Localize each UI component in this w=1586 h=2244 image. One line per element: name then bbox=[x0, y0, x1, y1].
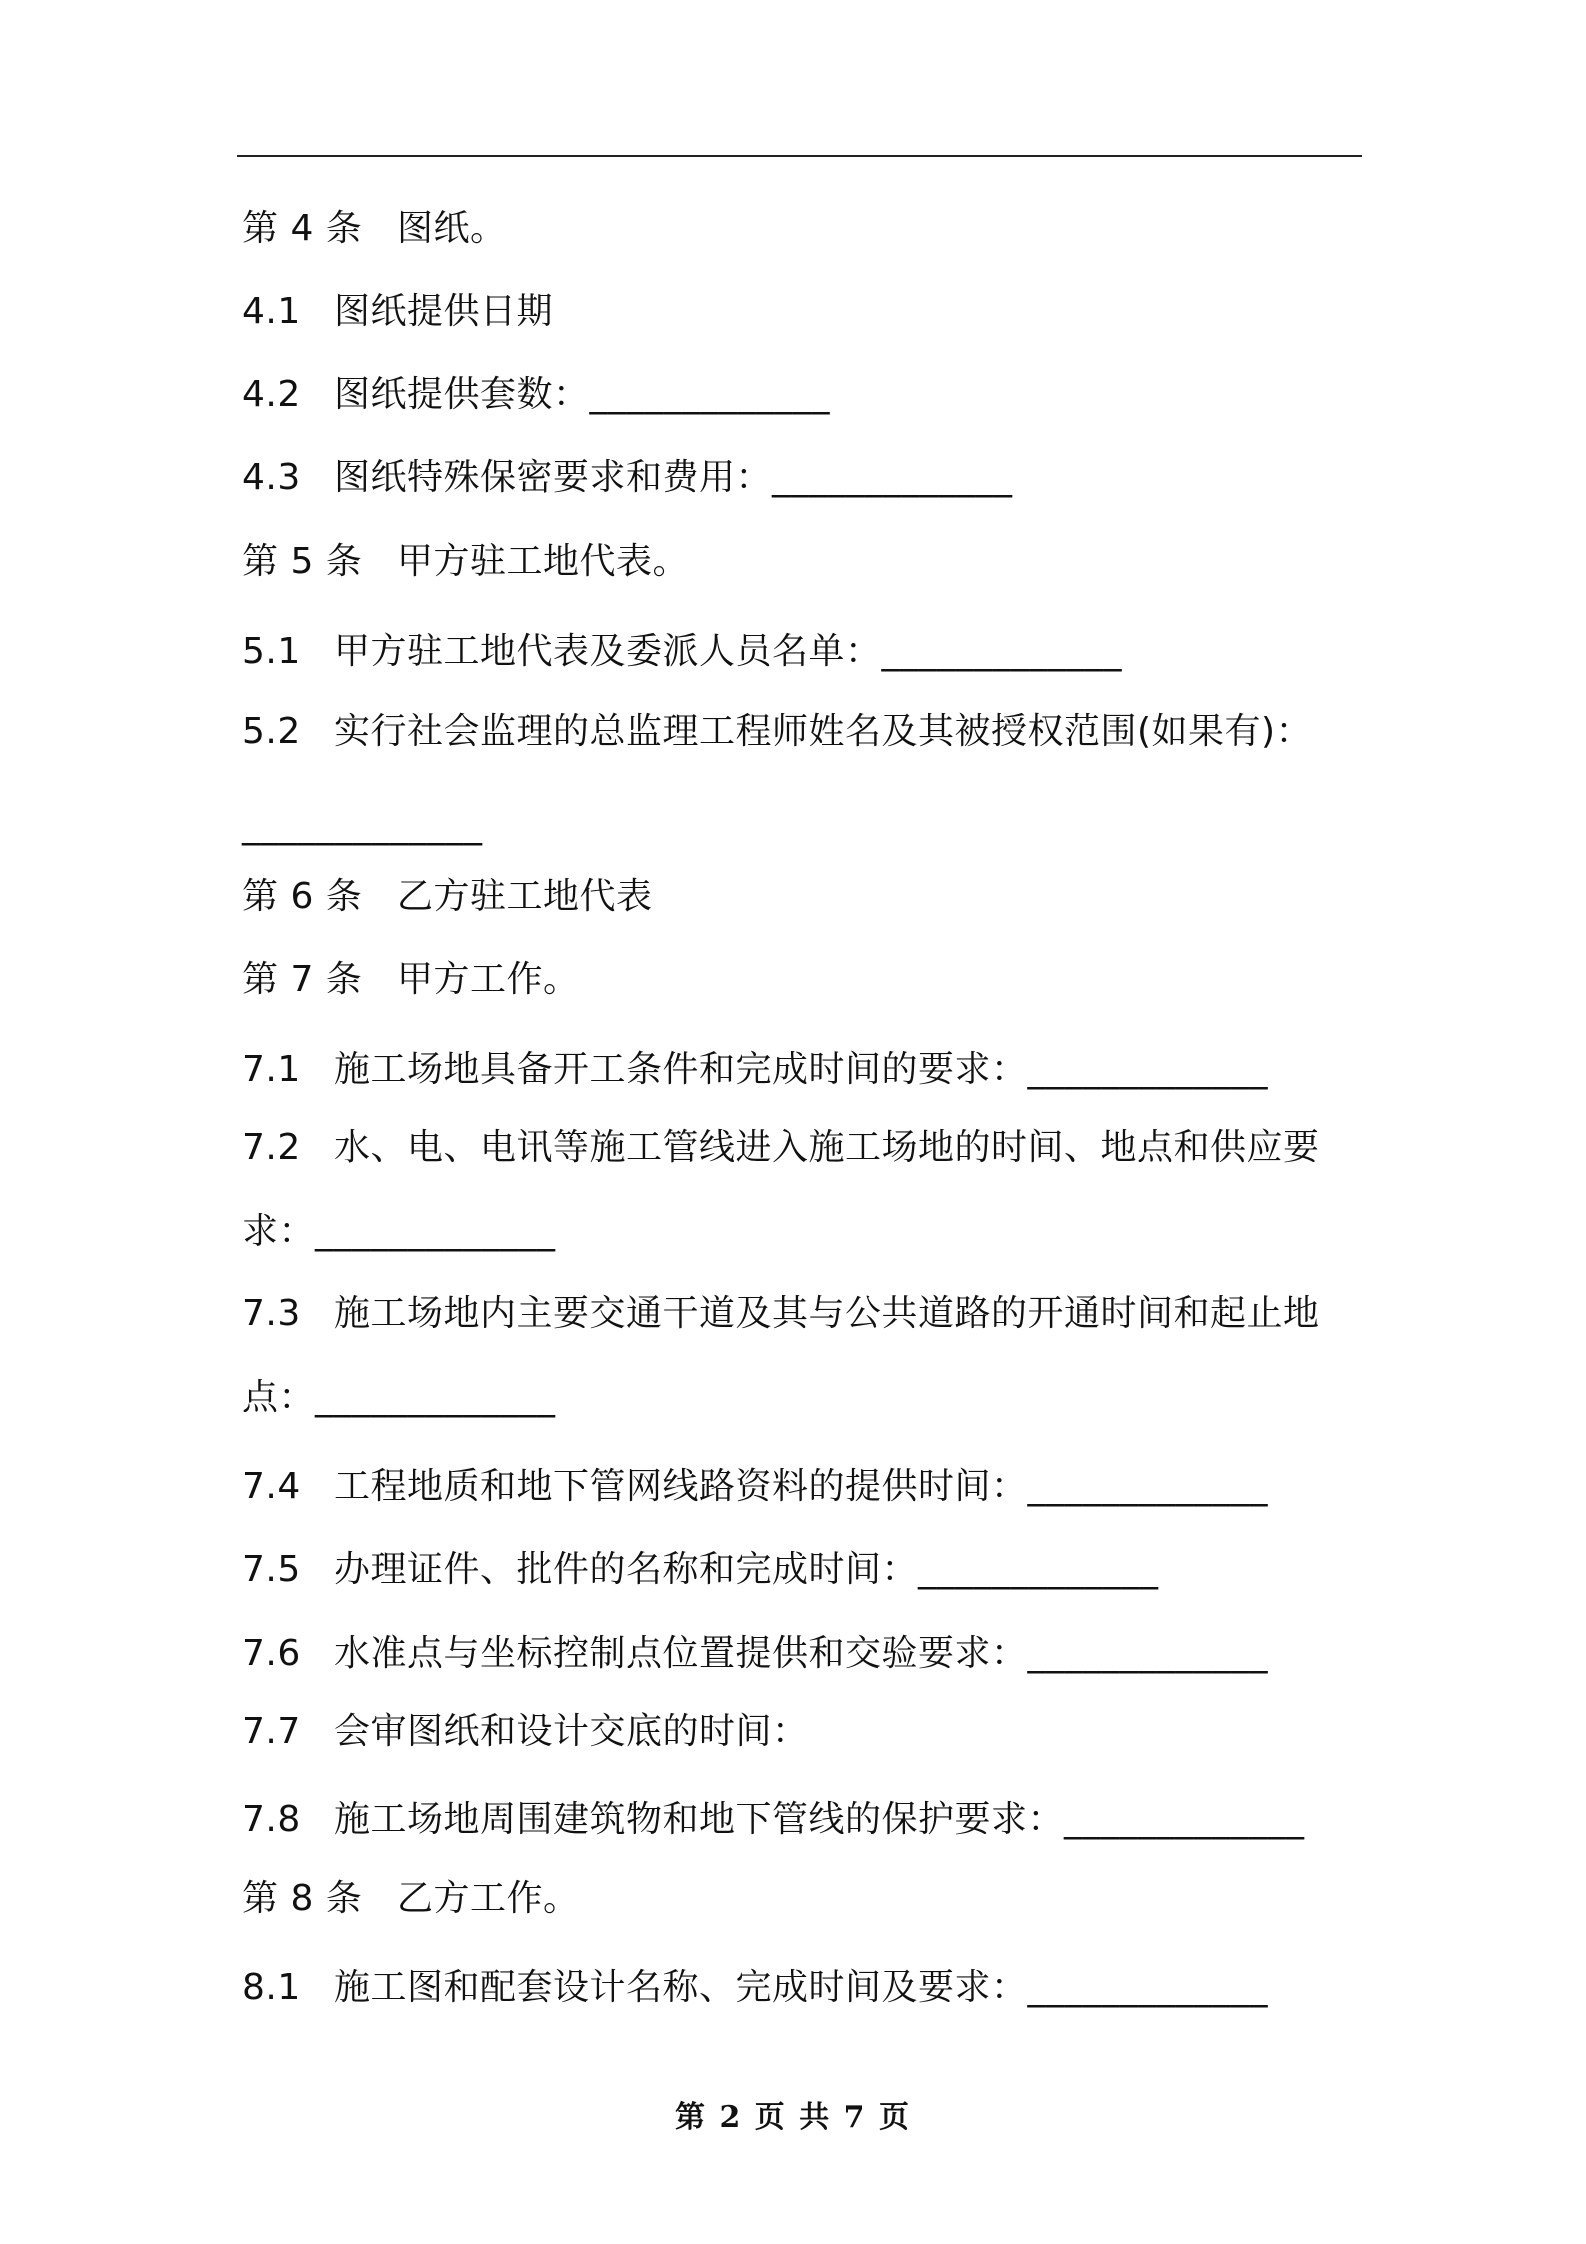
clause-7-3 bbox=[242, 1292, 1320, 1336]
clause-number: 4.2 bbox=[242, 374, 301, 415]
clause-number: 7.3 bbox=[242, 1293, 301, 1334]
article-4-heading bbox=[242, 207, 507, 251]
clause-7-5 bbox=[242, 1548, 1159, 1592]
clause-text: 工程地质和地下管网线路资料的提供时间：_____________ bbox=[334, 1466, 1269, 1507]
clause-text: 办理证件、批件的名称和完成时间：_____________ bbox=[334, 1549, 1159, 1590]
clause-number: 7.1 bbox=[242, 1049, 301, 1090]
article-title: 乙方驻工地代表 bbox=[397, 876, 653, 917]
article-title: 图纸。 bbox=[397, 208, 507, 249]
clause-text: 点：_____________ bbox=[242, 1377, 556, 1418]
clause-number: 5.1 bbox=[242, 631, 301, 672]
article-number: 第 8 条 bbox=[242, 1878, 363, 1919]
clause-number: 4.1 bbox=[242, 291, 301, 332]
clause-text: 图纸提供日期 bbox=[334, 291, 554, 332]
clause-text: 图纸特殊保密要求和费用：_____________ bbox=[334, 457, 1013, 498]
clause-number: 7.8 bbox=[242, 1799, 301, 1840]
clause-number: 8.1 bbox=[242, 1967, 301, 2008]
clause-text: 求：_____________ bbox=[242, 1211, 556, 1252]
clause-number: 7.4 bbox=[242, 1466, 301, 1507]
article-7-heading bbox=[242, 958, 580, 1002]
clause-7-2-continued bbox=[242, 1210, 556, 1254]
clause-4-1 bbox=[242, 290, 553, 334]
clause-text: 施工图和配套设计名称、完成时间及要求：_____________ bbox=[334, 1967, 1269, 2008]
clause-5-2-continued bbox=[242, 804, 483, 848]
article-number: 第 7 条 bbox=[242, 959, 363, 1000]
clause-7-4 bbox=[242, 1465, 1268, 1509]
clause-7-8 bbox=[242, 1798, 1305, 1842]
clause-4-3 bbox=[242, 456, 1013, 500]
clause-text: 施工场地具备开工条件和完成时间的要求：_____________ bbox=[334, 1049, 1269, 1090]
article-number: 第 6 条 bbox=[242, 876, 363, 917]
clause-text: 水、电、电讯等施工管线进入施工场地的时间、地点和供应要 bbox=[334, 1127, 1320, 1168]
clause-text: 会审图纸和设计交底的时间： bbox=[334, 1711, 809, 1752]
clause-5-1 bbox=[242, 630, 1122, 674]
clause-7-2 bbox=[242, 1126, 1320, 1170]
article-5-heading bbox=[242, 540, 689, 584]
clause-7-6 bbox=[242, 1632, 1268, 1676]
page-footer: 第 2 页 共 7 页 bbox=[675, 2100, 911, 2135]
clause-number: 4.3 bbox=[242, 457, 301, 498]
clause-text: 施工场地内主要交通干道及其与公共道路的开通时间和起止地 bbox=[334, 1293, 1320, 1334]
clause-number: 7.6 bbox=[242, 1633, 301, 1674]
clause-text: 水准点与坐标控制点位置提供和交验要求：_____________ bbox=[334, 1633, 1269, 1674]
clause-5-2 bbox=[242, 710, 1312, 754]
clause-text: 甲方驻工地代表及委派人员名单：_____________ bbox=[334, 631, 1123, 672]
clause-7-7 bbox=[242, 1710, 809, 1754]
article-title: 乙方工作。 bbox=[397, 1878, 580, 1919]
article-6-heading bbox=[242, 875, 653, 919]
article-number: 第 5 条 bbox=[242, 541, 363, 582]
clause-8-1 bbox=[242, 1966, 1268, 2010]
article-number: 第 4 条 bbox=[242, 208, 363, 249]
clause-7-1 bbox=[242, 1048, 1268, 1092]
clause-number: 5.2 bbox=[242, 711, 301, 752]
header-rule bbox=[237, 155, 1362, 157]
clause-number: 7.5 bbox=[242, 1549, 301, 1590]
article-title: 甲方工作。 bbox=[397, 959, 580, 1000]
clause-number: 7.2 bbox=[242, 1127, 301, 1168]
clause-7-3-continued bbox=[242, 1376, 556, 1420]
clause-number: 7.7 bbox=[242, 1711, 301, 1752]
clause-text: _____________ bbox=[242, 805, 483, 846]
clause-text: 施工场地周围建筑物和地下管线的保护要求：_____________ bbox=[334, 1799, 1305, 1840]
clause-text: 图纸提供套数：_____________ bbox=[334, 374, 831, 415]
article-title: 甲方驻工地代表。 bbox=[397, 541, 690, 582]
clause-text: 实行社会监理的总监理工程师姓名及其被授权范围(如果有)： bbox=[334, 711, 1313, 752]
article-8-heading bbox=[242, 1877, 580, 1921]
clause-4-2 bbox=[242, 373, 830, 417]
